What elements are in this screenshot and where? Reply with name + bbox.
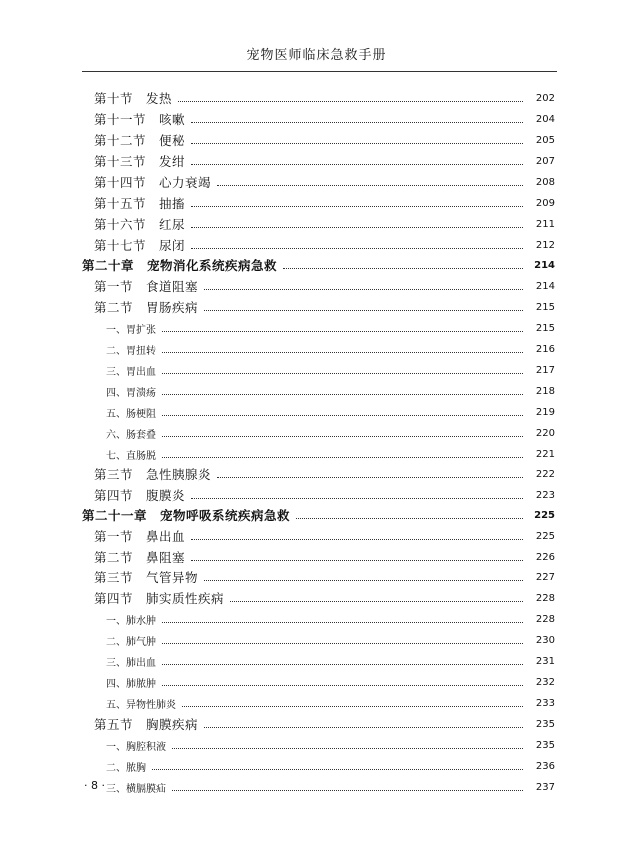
toc-entry-section xyxy=(94,714,555,734)
dot-leader xyxy=(162,643,523,644)
dot-leader xyxy=(162,352,523,353)
toc-entry-label: 四、胃溃疡 xyxy=(106,387,156,399)
dot-leader xyxy=(191,122,523,123)
dot-leader xyxy=(217,185,523,186)
dot-leader xyxy=(191,560,523,561)
toc-entry-sub xyxy=(106,423,555,443)
toc-entry-section xyxy=(94,567,555,587)
toc-entry-page: 207 xyxy=(535,155,555,167)
toc-entry-page: 202 xyxy=(535,92,555,104)
toc-entry-page: 219 xyxy=(535,406,555,418)
toc-entry-page: 222 xyxy=(535,468,555,480)
toc-entry-page: 212 xyxy=(535,239,555,251)
toc-entry-sub xyxy=(106,735,555,755)
toc-entry-page: 232 xyxy=(535,676,555,688)
toc-entry-section xyxy=(94,130,555,150)
toc-entry-page: 225 xyxy=(535,530,555,542)
toc-entry-page: 235 xyxy=(535,739,555,751)
dot-leader xyxy=(178,101,523,102)
toc-entry-page: 215 xyxy=(535,322,555,334)
toc-entry-page: 216 xyxy=(535,343,555,355)
toc-entry-chapter xyxy=(82,255,555,275)
dot-leader xyxy=(191,227,523,228)
dot-leader xyxy=(217,477,523,478)
toc-entry-section xyxy=(94,88,555,108)
header-divider xyxy=(82,71,557,72)
dot-leader xyxy=(182,706,523,707)
toc-entry-section xyxy=(94,235,555,255)
toc-entry-label: 四、肺脓肿 xyxy=(106,678,156,690)
toc-entry-page: 235 xyxy=(535,718,555,730)
toc-entry-label: 第四节 腹膜炎 xyxy=(94,488,186,503)
toc-entry-label: 第一节 鼻出血 xyxy=(94,529,186,544)
toc-entry-label: 第二节 胃肠疾病 xyxy=(94,300,199,315)
dot-leader xyxy=(283,268,523,269)
dot-leader xyxy=(162,685,523,686)
toc-entry-page: 227 xyxy=(535,571,555,583)
dot-leader xyxy=(162,622,523,623)
dot-leader xyxy=(204,289,523,290)
dot-leader xyxy=(172,748,523,749)
dot-leader xyxy=(191,164,523,165)
toc-entry-sub xyxy=(106,402,555,422)
toc-entry-label: 第十三节 发绀 xyxy=(94,154,186,169)
dot-leader xyxy=(191,248,523,249)
dot-leader xyxy=(172,790,523,791)
toc-entry-section xyxy=(94,588,555,608)
toc-entry-label: 一、胸腔积液 xyxy=(106,741,166,753)
toc-entry-page: 221 xyxy=(535,448,555,460)
toc-entry-label: 第二十章 宠物消化系统疾病急救 xyxy=(82,258,278,273)
toc-entry-sub xyxy=(106,672,555,692)
dot-leader xyxy=(162,394,523,395)
toc-entry-page: 230 xyxy=(535,634,555,646)
toc-entry-section xyxy=(94,193,555,213)
toc-entry-page: 223 xyxy=(535,489,555,501)
toc-entry-label: 五、异物性肺炎 xyxy=(106,699,176,711)
toc-entry-label: 三、胃出血 xyxy=(106,366,156,378)
toc-entry-label: 二、肺气肿 xyxy=(106,636,156,648)
toc-entry-section xyxy=(94,547,555,567)
toc-entry-page: 225 xyxy=(534,509,555,521)
dot-leader xyxy=(191,539,523,540)
toc-entry-label: 第十四节 心力衰竭 xyxy=(94,175,212,190)
dot-leader xyxy=(191,498,523,499)
toc-entry-sub xyxy=(106,339,555,359)
toc-entry-section xyxy=(94,214,555,234)
toc-entry-sub xyxy=(106,630,555,650)
dot-leader xyxy=(162,457,523,458)
toc-entry-label: 第十六节 红尿 xyxy=(94,217,186,232)
toc-entry-page: 215 xyxy=(535,301,555,313)
toc-entry-label: 二、脓胸 xyxy=(106,762,146,774)
dot-leader xyxy=(162,436,523,437)
toc-entry-label: 第三节 急性胰腺炎 xyxy=(94,467,212,482)
toc-entry-page: 204 xyxy=(535,113,555,125)
toc-entry-page: 211 xyxy=(535,218,555,230)
toc-entry-sub xyxy=(106,693,555,713)
page-number: · 8 · xyxy=(84,779,105,792)
dot-leader xyxy=(204,727,523,728)
toc-entry-sub xyxy=(106,381,555,401)
toc-entry-label: 第二十一章 宠物呼吸系统疾病急救 xyxy=(82,508,291,523)
dot-leader xyxy=(191,206,523,207)
dot-leader xyxy=(204,580,523,581)
toc-entry-page: 214 xyxy=(535,280,555,292)
toc-entry-page: 228 xyxy=(535,613,555,625)
dot-leader xyxy=(152,769,523,770)
toc-entry-sub xyxy=(106,756,555,776)
toc-entry-label: 第四节 肺实质性疾病 xyxy=(94,591,225,606)
dot-leader xyxy=(204,310,523,311)
toc-entry-page: 218 xyxy=(535,385,555,397)
dot-leader xyxy=(296,518,523,519)
toc-entry-label: 第十五节 抽搐 xyxy=(94,196,186,211)
toc-entry-page: 217 xyxy=(535,364,555,376)
dot-leader xyxy=(162,664,523,665)
toc-entry-label: 第十七节 尿闭 xyxy=(94,238,186,253)
toc-entry-section xyxy=(94,276,555,296)
toc-entry-label: 一、胃扩张 xyxy=(106,324,156,336)
toc-entry-label: 第十节 发热 xyxy=(94,91,173,106)
toc-entry-label: 第五节 胸膜疾病 xyxy=(94,717,199,732)
toc-entry-page: 209 xyxy=(535,197,555,209)
toc-entry-label: 三、肺出血 xyxy=(106,657,156,669)
toc-entry-sub xyxy=(106,444,555,464)
toc-entry-label: 二、胃扭转 xyxy=(106,345,156,357)
toc-entry-label: 五、肠梗阻 xyxy=(106,408,156,420)
toc-entry-label: 七、直肠脱 xyxy=(106,450,156,462)
toc-entry-label: 第二节 鼻阻塞 xyxy=(94,550,186,565)
toc-entry-section xyxy=(94,485,555,505)
toc-entry-page: 236 xyxy=(535,760,555,772)
toc-entry-page: 237 xyxy=(535,781,555,793)
toc-entry-page: 226 xyxy=(535,551,555,563)
toc-entry-page: 231 xyxy=(535,655,555,667)
toc-entry-section xyxy=(94,464,555,484)
toc-entry-section xyxy=(94,109,555,129)
toc-entry-label: 六、肠套叠 xyxy=(106,429,156,441)
toc-entry-label: 第一节 食道阻塞 xyxy=(94,279,199,294)
dot-leader xyxy=(191,143,523,144)
toc-entry-page: 228 xyxy=(535,592,555,604)
toc-entry-page: 214 xyxy=(534,259,555,271)
toc-entry-chapter xyxy=(82,505,555,525)
dot-leader xyxy=(162,415,523,416)
toc-entry-section xyxy=(94,526,555,546)
toc-entry-label: 第十二节 便秘 xyxy=(94,133,186,148)
toc-entry-page: 208 xyxy=(535,176,555,188)
running-header: 宠物医师临床急救手册 xyxy=(246,48,387,63)
toc-entry-label: 第三节 气管异物 xyxy=(94,570,199,585)
toc-entry-section xyxy=(94,172,555,192)
toc-entry-sub xyxy=(106,609,555,629)
dot-leader xyxy=(162,331,523,332)
toc-entry-sub xyxy=(106,777,555,797)
toc-entry-sub xyxy=(106,651,555,671)
toc-entry-sub xyxy=(106,360,555,380)
toc-entry-label: 一、肺水肿 xyxy=(106,615,156,627)
toc-entry-section xyxy=(94,297,555,317)
dot-leader xyxy=(230,601,523,602)
toc-entry-section xyxy=(94,151,555,171)
toc-entry-label: 第十一节 咳嗽 xyxy=(94,112,186,127)
toc-entry-page: 233 xyxy=(535,697,555,709)
dot-leader xyxy=(162,373,523,374)
toc-entry-label: 三、横膈膜疝 xyxy=(106,783,166,795)
toc-entry-sub xyxy=(106,318,555,338)
toc-entry-page: 205 xyxy=(535,134,555,146)
toc-entry-page: 220 xyxy=(535,427,555,439)
